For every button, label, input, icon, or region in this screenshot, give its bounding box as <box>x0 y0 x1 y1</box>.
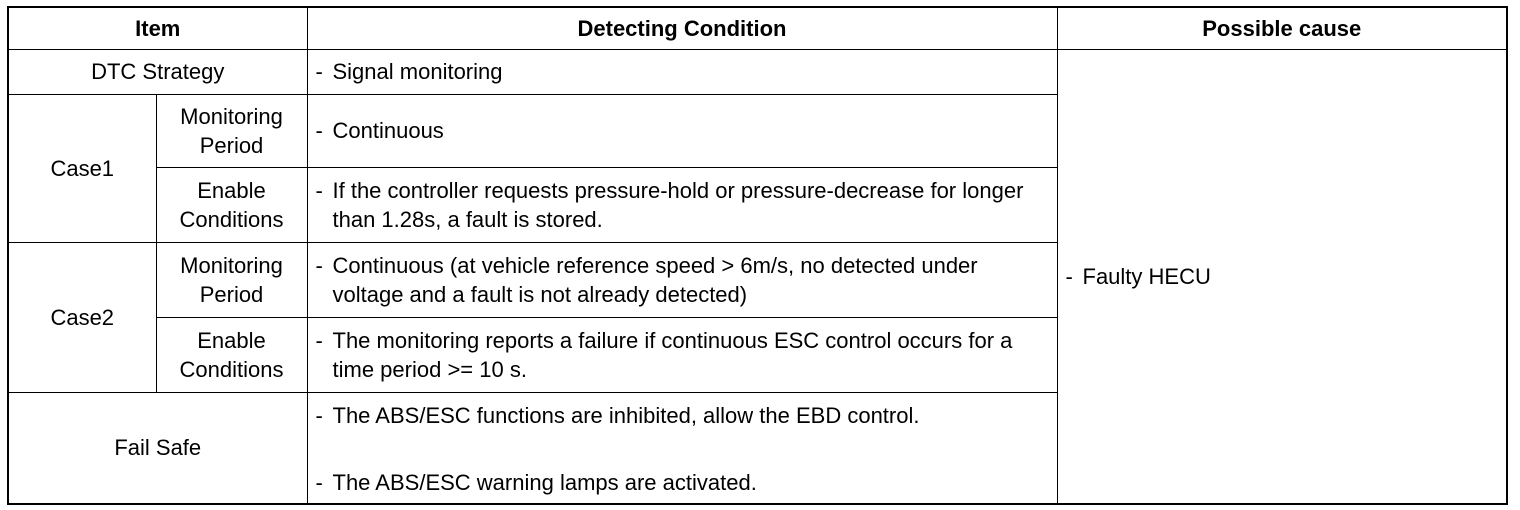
case1-monitoring-label <box>156 94 307 167</box>
case2-enable-line <box>316 326 1051 384</box>
case1-label: Case1 <box>8 94 156 242</box>
case2-monitoring-line <box>316 251 1051 309</box>
case1-monitoring-value-cell <box>307 94 1057 167</box>
case2-enable-label <box>156 317 307 392</box>
possible-cause-line <box>1066 262 1507 291</box>
fail-safe-item-2: The ABS/ESC warning lamps are activated. <box>332 469 757 495</box>
fail-safe-line-2 <box>316 468 1051 497</box>
case2-enable-value: The monitoring reports a failure if continuous ESC control occurs for a time period >= 10 s. <box>332 327 1013 382</box>
possible-cause-value: Faulty HECU <box>1082 263 1211 289</box>
header-possible-cause: Possible cause <box>1057 7 1507 49</box>
case1-enable-label <box>156 167 307 242</box>
case2-monitoring-value-cell <box>307 242 1057 317</box>
case1-enable-label-line2: Conditions <box>179 206 284 232</box>
fail-safe-label: Fail Safe <box>8 392 307 504</box>
dtc-strategy-line <box>316 57 1051 86</box>
dtc-strategy-value-cell <box>307 49 1057 94</box>
fail-safe-value-cell <box>307 392 1057 504</box>
case2-monitoring-label <box>156 242 307 317</box>
case1-enable-line <box>316 176 1051 234</box>
case2-label: Case2 <box>8 242 156 392</box>
case1-monitoring-label-line2: Period <box>199 132 264 158</box>
header-detecting-condition: Detecting Condition <box>307 7 1057 49</box>
bullet-dash: - <box>315 402 323 428</box>
dtc-table <box>7 6 1508 505</box>
case2-enable-value-cell <box>307 317 1057 392</box>
case1-monitoring-line <box>316 116 1051 145</box>
bullet-dash: - <box>315 118 323 143</box>
bullet-dash: - <box>315 59 323 84</box>
row-dtc-strategy <box>8 49 1507 94</box>
case1-enable-value-cell <box>307 167 1057 242</box>
bullet-dash: - <box>315 177 323 203</box>
bullet-dash: - <box>315 252 323 278</box>
case2-enable-label-line2: Conditions <box>179 356 284 382</box>
possible-cause-cell <box>1057 49 1507 504</box>
bullet-dash: - <box>315 327 323 353</box>
fail-safe-item-1: The ABS/ESC functions are inhibited, allow the EBD control. <box>332 402 920 428</box>
case1-monitoring-label-line1: Monitoring <box>180 103 283 129</box>
case2-monitoring-label-line1: Monitoring <box>180 252 283 278</box>
dtc-strategy-value: Signal monitoring <box>332 59 503 84</box>
header-row <box>8 7 1507 49</box>
case2-monitoring-value: Continuous (at vehicle reference speed > 6m/s, no detected under voltage and a fault is not already detected) <box>332 252 978 307</box>
case1-enable-value: If the controller requests pressure-hold or pressure-decrease for longer than 1.28s, a fault is stored. <box>332 177 1024 232</box>
header-item: Item <box>8 7 307 49</box>
case2-enable-label-line1: Enable <box>197 327 266 353</box>
case2-monitoring-label-line2: Period <box>199 281 264 307</box>
bullet-dash: - <box>315 469 323 495</box>
case1-enable-label-line1: Enable <box>197 177 266 203</box>
case1-monitoring-value: Continuous <box>332 118 444 143</box>
bullet-dash: - <box>1065 263 1073 289</box>
dtc-strategy-label: DTC Strategy <box>8 49 307 94</box>
fail-safe-line-1 <box>316 401 1051 430</box>
